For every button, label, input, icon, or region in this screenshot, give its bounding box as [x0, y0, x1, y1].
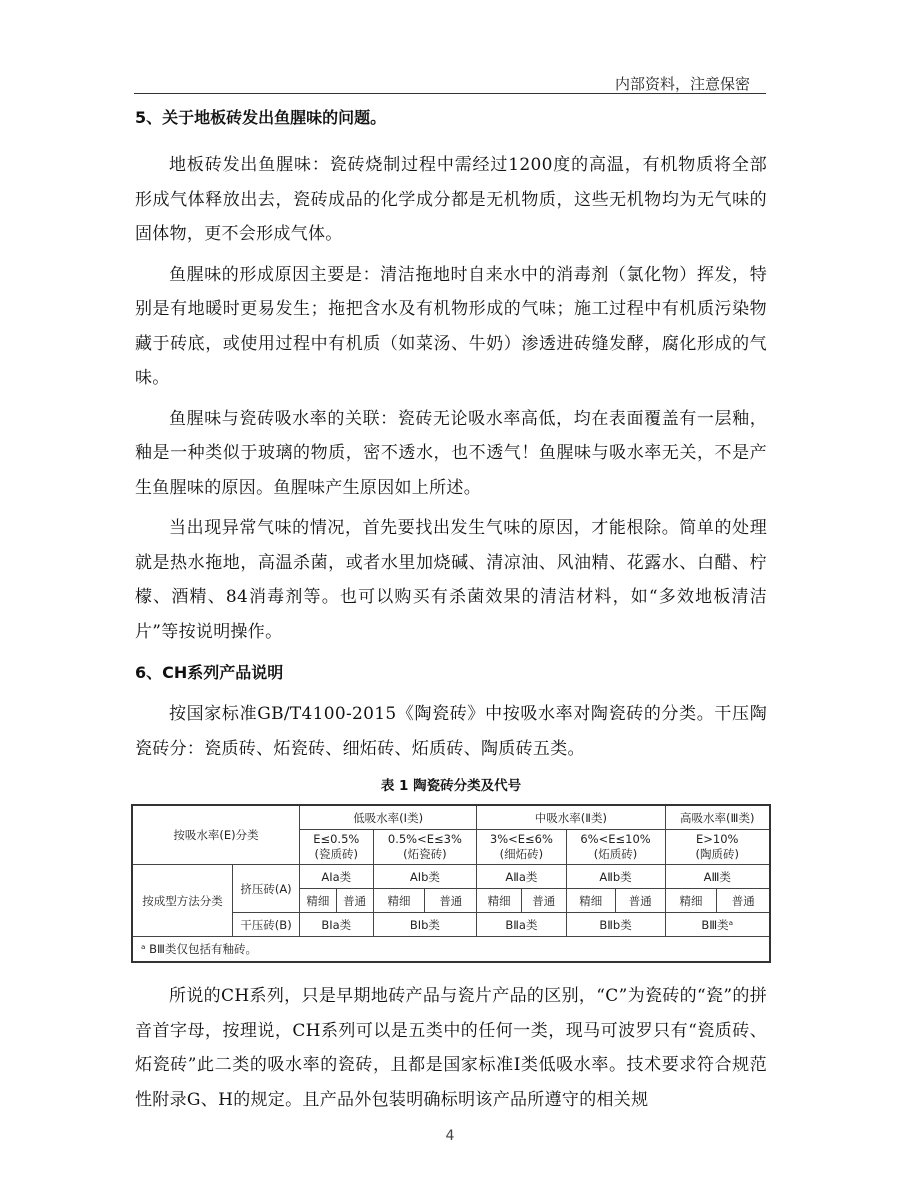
class-cell — [373, 830, 477, 865]
fine-cell: 精细 — [477, 889, 522, 913]
class-name: (炻质砖) — [593, 847, 638, 861]
group-low: 低吸水率(Ⅰ类) — [300, 805, 477, 830]
class-range: E>10% — [696, 832, 739, 846]
class-range: E≤0.5% — [313, 832, 360, 846]
code-cell: AⅢ类 — [665, 865, 770, 889]
section5-paragraph-1: 地板砖发出鱼腥味：瓷砖烧制过程中需经过1200度的高温，有机物质将全部形成气体释放出去，瓷砖成品的化学成分都是无机物质，这些无机物均为无气味的固体物，更不会形成气体。 — [135, 155, 767, 244]
group-high: 高吸水率(Ⅲ类) — [665, 805, 770, 830]
pressed-label: 干压砖(B) — [233, 913, 300, 937]
class-name: (细炻砖) — [499, 847, 544, 861]
page-content — [135, 106, 767, 1117]
classification-table — [131, 804, 771, 963]
code-cell: AⅠa类 — [300, 865, 374, 889]
class-range: 6%<E≤10% — [580, 832, 651, 846]
code-cell: BⅠb类 — [373, 913, 477, 937]
header-rule — [134, 93, 766, 94]
common-cell: 普通 — [717, 889, 770, 913]
common-cell: 普通 — [425, 889, 477, 913]
code-cell: BⅠa类 — [300, 913, 374, 937]
section5-paragraph-2: 鱼腥味的形成原因主要是：清洁拖地时自来水中的消毒剂（氯化物）挥发，特别是有地暖时更易发生；拖把含水及有机物形成的气味；施工过程中有机质污染物藏于砖底，或使用过程中有机质（如菜汤、牛奶）渗透进砖缝发酵，腐化形成的气味。 — [135, 264, 767, 388]
classification-table-block — [135, 774, 767, 963]
section6-heading: 6、CH系列产品说明 — [135, 663, 284, 682]
table-title: 表 1 陶瓷砖分类及代号 — [380, 778, 522, 794]
class-range: 3%<E≤6% — [489, 832, 553, 846]
class-cell — [566, 830, 665, 865]
header-confidential-label: 内部资料，注意保密 — [614, 75, 750, 93]
section5-paragraph-4: 当出现异常气味的情况，首先要找出发生气味的原因，才能根除。简单的处理就是热水拖地，高温杀菌，或者水里加烧碱、清凉油、风油精、花露水、白醋、柠檬、酒精、84消毒剂等。也可以购买有杀菌效果的清洁材料，如“多效地板清洁片”等按说明操作。 — [135, 518, 767, 642]
code-cell: BⅡb类 — [566, 913, 665, 937]
section5-heading: 5、关于地板砖发出鱼腥味的问题。 — [135, 108, 387, 127]
code-cell: BⅡa类 — [477, 913, 566, 937]
class-name: (陶质砖) — [695, 847, 739, 861]
section6-after-table: 所说的CH系列，只是早期地砖产品与瓷片产品的区别，“C”为瓷砖的“瓷”的拼音首字母，按理说，CH系列可以是五类中的任何一类，现马可波罗只有“瓷质砖、炻瓷砖”此二类的吸水率的瓷砖，且都是国家标准Ⅰ类低吸水率。技术要求符合规范性附录G、H的规定。且产品外包装明确标明该产品所遵守的相关规 — [135, 986, 767, 1110]
fine-cell: 精细 — [566, 889, 615, 913]
common-cell: 普通 — [616, 889, 665, 913]
fine-cell: 精细 — [665, 889, 717, 913]
section5-paragraph-3: 鱼腥味与瓷砖吸水率的关联：瓷砖无论吸水率高低，均在表面覆盖有一层釉，釉是一种类似于玻璃的物质，密不透水，也不透气！鱼腥味与吸水率无关，不是产生鱼腥味的原因。鱼腥味产生原因如上所述。 — [135, 408, 767, 498]
code-cell: AⅡb类 — [566, 865, 665, 889]
row-label-method: 按成型方法分类 — [132, 865, 233, 937]
common-cell: 普通 — [336, 889, 373, 913]
fine-cell: 精细 — [373, 889, 425, 913]
group-mid: 中吸水率(Ⅱ类) — [477, 805, 665, 830]
extruded-label: 挤压砖(A) — [233, 865, 300, 913]
class-cell — [477, 830, 566, 865]
class-name: (炻瓷砖) — [403, 847, 447, 861]
common-cell: 普通 — [521, 889, 566, 913]
class-cell — [300, 830, 374, 865]
code-cell: AⅡa类 — [477, 865, 566, 889]
section6-intro: 按国家标准GB/T4100-2015《陶瓷砖》中按吸水率对陶瓷砖的分类。干压陶瓷砖分：瓷质砖、炻瓷砖、细炻砖、炻质砖、陶质砖五类。 — [135, 704, 767, 759]
code-cell: BⅢ类ᵃ — [665, 913, 770, 937]
table-footnote: ᵃ BⅢ类仅包括有釉砖。 — [132, 937, 770, 963]
class-range: 0.5%<E≤3% — [387, 832, 462, 846]
class-name: (瓷质砖) — [314, 847, 358, 861]
row-label-absorption: 按吸水率(E)分类 — [132, 805, 300, 865]
code-cell: AⅠb类 — [373, 865, 477, 889]
page-number: 4 — [445, 1128, 455, 1144]
class-cell — [665, 830, 770, 865]
fine-cell: 精细 — [300, 889, 337, 913]
